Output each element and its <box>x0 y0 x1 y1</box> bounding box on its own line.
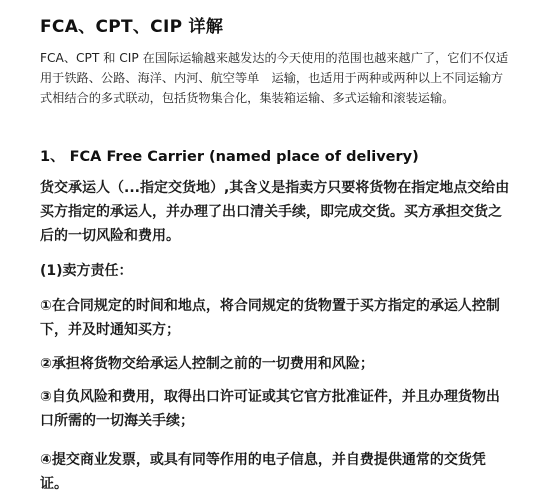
section-heading: 1、 FCA Free Carrier (named place of delivery) <box>40 149 419 165</box>
seller-duties-heading: (1)卖方责任： <box>40 263 133 279</box>
intro-paragraph: FCA、CPT 和 CIP 在国际运输越来越发达的今天使用的范围也越来越广了，它们不仅适用于铁路、公路、海洋、内河、航空等单 运输，也适用于两种或两种以上不同运输方式相结合的多式联动，包括货物集合化，集装箱运输、多式运输和滚装运输。 <box>40 51 509 105</box>
list-item: ①在合同规定的时间和地点，将合同规定的货物置于买方指定的承运人控制下，并及时通知买方； <box>40 298 500 338</box>
list-item: ②承担将货物交给承运人控制之前的一切费用和风险； <box>40 356 374 372</box>
list-item: ③自负风险和费用，取得出口许可证或其它官方批准证件，并且办理货物出口所需的一切海关手续； <box>40 389 500 429</box>
definition-paragraph: 货交承运人（...指定交货地）,其含义是指卖方只要将货物在指定地点交给由买方指定的承运人，并办理了出口清关手续，即完成交货。买方承担交货之后的一切风险和费用。 <box>40 180 510 244</box>
list-item: ④提交商业发票，或具有同等作用的电子信息，并自费提供通常的交货凭证。 <box>40 452 486 492</box>
document-title: FCA、CPT、CIP 详解 <box>40 17 224 37</box>
